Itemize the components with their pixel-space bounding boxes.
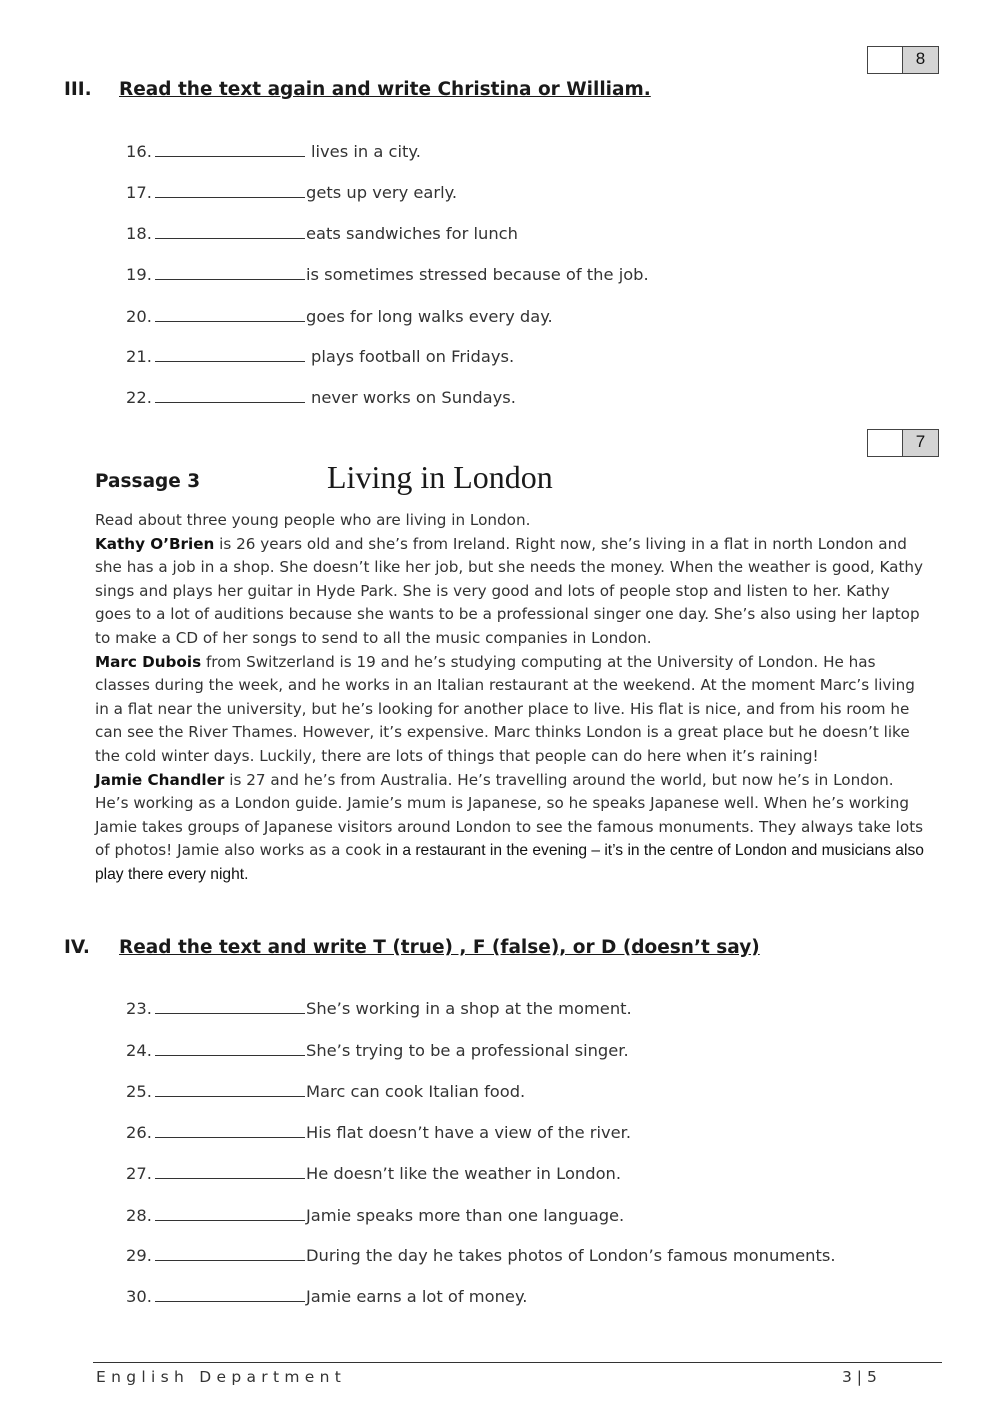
section-title: Read the text and write T (true) , F (false), or D (doesn’t say) (119, 937, 760, 958)
person-name: Jamie Chandler (95, 770, 225, 789)
answer-blank[interactable] (155, 1041, 305, 1056)
question-item (126, 388, 516, 407)
answer-blank[interactable] (155, 347, 305, 362)
question-item (126, 1287, 527, 1306)
person-name: Marc Dubois (95, 652, 202, 671)
question-number: 29. (126, 1246, 152, 1265)
question-number: 20. (126, 307, 152, 326)
question-text: plays football on Fridays. (311, 347, 515, 366)
footer-divider (93, 1362, 942, 1363)
question-number: 22. (126, 388, 152, 407)
question-number: 27. (126, 1164, 152, 1183)
question-text: is sometimes stressed because of the job. (306, 265, 649, 284)
question-text: never works on Sundays. (311, 388, 516, 407)
question-item (126, 1206, 624, 1225)
question-item (126, 347, 514, 366)
question-text: During the day he takes photos of London’s famous monuments. (306, 1246, 836, 1265)
question-number: 16. (126, 142, 152, 161)
answer-blank[interactable] (155, 1246, 305, 1261)
question-item (126, 999, 632, 1018)
question-item (126, 1164, 621, 1183)
question-number: 21. (126, 347, 152, 366)
question-item (126, 265, 649, 284)
paragraph-text-alt-font: in a restaurant in the evening – it’s in the centre of London and musicians also play there every night. (95, 842, 924, 883)
question-number: 17. (126, 183, 152, 202)
question-number: 26. (126, 1123, 152, 1142)
question-item (126, 183, 457, 202)
reading-text (95, 509, 925, 887)
section-title: Read the text again and write Christina or William. (119, 79, 651, 100)
passage-label: Passage 3 (95, 471, 201, 492)
answer-blank[interactable] (155, 1287, 305, 1302)
marc-paragraph (95, 651, 925, 769)
question-text: eats sandwiches for lunch (306, 224, 518, 243)
answer-blank[interactable] (155, 265, 305, 280)
question-item (126, 142, 421, 161)
score-input[interactable] (867, 46, 902, 74)
answer-blank[interactable] (155, 183, 305, 198)
page-number: 3 | 5 (842, 1368, 877, 1386)
answer-blank[interactable] (155, 1206, 305, 1221)
answer-blank[interactable] (155, 999, 305, 1014)
question-text: lives in a city. (311, 142, 421, 161)
question-text: He doesn’t like the weather in London. (306, 1164, 622, 1183)
score-box (867, 429, 939, 457)
intro-paragraph: Read about three young people who are living in London. (95, 511, 531, 529)
answer-blank[interactable] (155, 307, 305, 322)
question-text: Jamie earns a lot of money. (306, 1287, 528, 1306)
question-item (126, 1246, 836, 1265)
answer-blank[interactable] (155, 224, 305, 239)
kathy-paragraph (95, 533, 925, 651)
score-box (867, 46, 939, 74)
question-item (126, 1082, 525, 1101)
max-score: 8 (902, 46, 939, 74)
passage-title: Living in London (327, 459, 553, 495)
section-number: III. (64, 79, 92, 100)
answer-blank[interactable] (155, 388, 305, 403)
question-item (126, 1041, 629, 1060)
footer-department: English Department (96, 1368, 347, 1386)
question-text: She’s trying to be a professional singer. (306, 1041, 629, 1060)
question-number: 19. (126, 265, 152, 284)
question-number: 24. (126, 1041, 152, 1060)
max-score: 7 (902, 429, 939, 457)
paragraph-text: is 26 years old and she’s from Ireland. Right now, she’s living in a flat in north London and she has a job in a shop. She doesn’t like her job, but she needs the money. When the weather is good, Kathy sings and plays her guitar in Hyde Park. She is very good and lots of people stop and listen to her. Kathy goes to a lot of auditions because she wants to be a professional singer one day. She’s also using her laptop to make a CD of her songs to send to all the music companies in London. (95, 534, 924, 647)
question-text: She’s working in a shop at the moment. (306, 999, 632, 1018)
paragraph-text: is 27 and he’s from Australia. He’s travelling around the world, but now he’s in London. He’s working as a London guide. Jamie’s mum is Japanese, so he speaks Japanese well. When he’s working Jamie takes groups of Japanese visitors around London to see the famous monuments. They always take lots of photos! Jamie also works as a cook (95, 770, 924, 860)
paragraph-text: from Switzerland is 19 and he’s studying computing at the University of London. He has classes during the week, and he works in an Italian restaurant at the weekend. At the moment Marc’s living in a flat near the university, but he’s looking for another place to live. His flat is nice, and from his room he can see the River Thames. However, it’s expensive. Marc thinks London is a great place but he doesn’t like the cold winter days. Luckily, there are lots of things that people can do here when it’s raining! (95, 652, 915, 765)
answer-blank[interactable] (155, 1123, 305, 1138)
question-text: His flat doesn’t have a view of the river. (306, 1123, 632, 1142)
answer-blank[interactable] (155, 1164, 305, 1179)
question-text: goes for long walks every day. (306, 307, 553, 326)
answer-blank[interactable] (155, 1082, 305, 1097)
question-item (126, 224, 518, 243)
question-text: Marc can cook Italian food. (306, 1082, 526, 1101)
question-number: 30. (126, 1287, 152, 1306)
section-number: IV. (64, 937, 90, 958)
question-item (126, 307, 553, 326)
question-number: 18. (126, 224, 152, 243)
score-input[interactable] (867, 429, 902, 457)
answer-blank[interactable] (155, 142, 305, 157)
question-text: Jamie speaks more than one language. (306, 1206, 625, 1225)
question-number: 25. (126, 1082, 152, 1101)
question-number: 23. (126, 999, 152, 1018)
question-number: 28. (126, 1206, 152, 1225)
question-item (126, 1123, 631, 1142)
question-text: gets up very early. (306, 183, 458, 202)
person-name: Kathy O’Brien (95, 534, 215, 553)
jamie-paragraph (95, 769, 925, 887)
